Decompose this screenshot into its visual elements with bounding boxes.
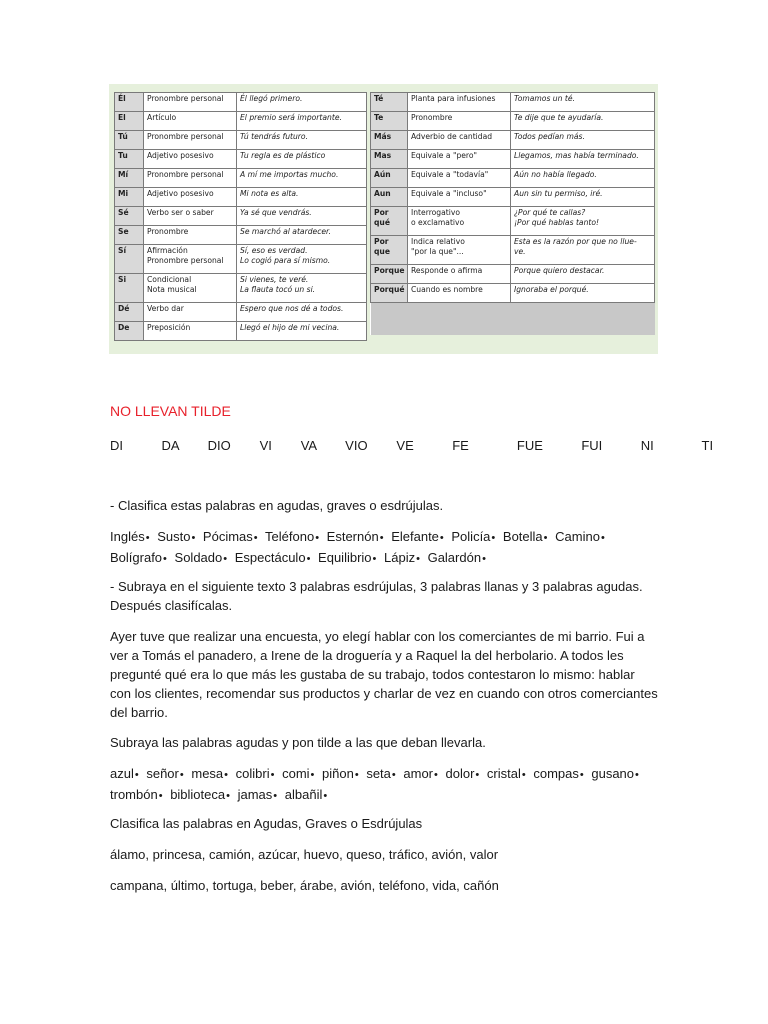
- empty-table-area: [371, 303, 655, 336]
- word-item: Policía •: [451, 529, 499, 544]
- word-item: compas •: [533, 766, 587, 781]
- word-item: trombón •: [110, 787, 167, 802]
- exercise-4-line-2: campana, último, tortuga, beber, árabe, avión, teléfono, vida, cañón: [110, 878, 499, 893]
- word-category: Artículo: [144, 112, 237, 131]
- word-item: Galardón •: [428, 550, 490, 565]
- example-sentence: Ya sé que vendrás.: [237, 207, 367, 226]
- word-item: Espectáculo •: [235, 550, 315, 565]
- word-item: dolor •: [446, 766, 484, 781]
- example-sentence: Tu regla es de plástico: [237, 150, 367, 169]
- word-category: Responde o afirma: [408, 265, 511, 284]
- table-row: [371, 112, 655, 131]
- example-sentence: Tomamos un té.: [511, 93, 655, 112]
- word-category: Afirmación Pronombre personal: [144, 245, 237, 274]
- example-sentence: Sí, eso es verdad. Lo cogió para sí mismo.: [237, 245, 367, 274]
- word-category: Pronombre personal: [144, 93, 237, 112]
- accent-word: Sí: [115, 245, 144, 274]
- example-sentence: Aún no había llegado.: [511, 169, 655, 188]
- accent-word: De: [115, 322, 144, 341]
- accent-table-left: [114, 92, 367, 341]
- word-category: Pronombre: [408, 112, 511, 131]
- accent-word: Mí: [115, 169, 144, 188]
- word-category: Pronombre personal: [144, 169, 237, 188]
- word-item: Elefante •: [391, 529, 448, 544]
- example-sentence: Mi nota es alta.: [237, 188, 367, 207]
- example-sentence: Llegamos, mas había terminado.: [511, 150, 655, 169]
- table-row: [371, 284, 655, 303]
- word-item: Susto •: [157, 529, 199, 544]
- word-category: Verbo ser o saber: [144, 207, 237, 226]
- word-item: seta •: [366, 766, 399, 781]
- accent-word: Te: [371, 112, 408, 131]
- table-row: [115, 245, 367, 274]
- table-row: [371, 265, 655, 284]
- word-item: biblioteca •: [170, 787, 234, 802]
- accent-word: Más: [371, 131, 408, 150]
- table-row: [115, 226, 367, 245]
- word-category: Adverbio de cantidad: [408, 131, 511, 150]
- accent-word: El: [115, 112, 144, 131]
- example-sentence: Tú tendrás futuro.: [237, 131, 367, 150]
- word-category: Cuando es nombre: [408, 284, 511, 303]
- accent-word: Se: [115, 226, 144, 245]
- word-item: azul •: [110, 766, 143, 781]
- word-item: Camino •: [555, 529, 609, 544]
- accent-word: Tú: [115, 131, 144, 150]
- word-category: Adjetivo posesivo: [144, 188, 237, 207]
- word-item: Esternón •: [327, 529, 388, 544]
- exercise-3-word-list: [110, 764, 650, 806]
- word-category: Indica relativo "por la que"...: [408, 236, 511, 265]
- accent-word: Mas: [371, 150, 408, 169]
- example-sentence: Se marchó al atardecer.: [237, 226, 367, 245]
- accent-word: Él: [115, 93, 144, 112]
- word-item: jamas •: [238, 787, 282, 802]
- example-sentence: Ignoraba el porqué.: [511, 284, 655, 303]
- accent-word: Si: [115, 274, 144, 303]
- word-category: Pronombre personal: [144, 131, 237, 150]
- table-row: [115, 274, 367, 303]
- table-row: [371, 236, 655, 265]
- accent-word: Mi: [115, 188, 144, 207]
- word-item: Soldado •: [175, 550, 232, 565]
- table-row: [371, 93, 655, 112]
- word-item: albañil •: [285, 787, 331, 802]
- accent-word: Tu: [115, 150, 144, 169]
- word-item: gusano •: [591, 766, 643, 781]
- word-item: Bolígrafo •: [110, 550, 171, 565]
- word-item: Pócimas •: [203, 529, 262, 544]
- example-sentence: Esta es la razón por que no llue- ve.: [511, 236, 655, 265]
- word-item: Equilibrio •: [318, 550, 380, 565]
- word-category: Equivale a "pero": [408, 150, 511, 169]
- example-sentence: A mí me importas mucho.: [237, 169, 367, 188]
- example-sentence: Porque quiero destacar.: [511, 265, 655, 284]
- table-row: [371, 131, 655, 150]
- example-sentence: Llegó el hijo de mi vecina.: [237, 322, 367, 341]
- word-category: Interrogativo o exclamativo: [408, 207, 511, 236]
- word-item: cristal •: [487, 766, 530, 781]
- word-item: piñon •: [322, 766, 363, 781]
- table-row: [115, 322, 367, 341]
- word-item: Botella •: [503, 529, 552, 544]
- empty-cell: [371, 303, 655, 336]
- table-row: [115, 207, 367, 226]
- table-row: [371, 150, 655, 169]
- table-row: [115, 303, 367, 322]
- exercise-2-instruction: - Subraya en el siguiente texto 3 palabras esdrújulas, 3 palabras llanas y 3 palabras agudas. Después clasifícalas.: [110, 579, 643, 613]
- example-sentence: Todos pedían más.: [511, 131, 655, 150]
- word-category: Equivale a "incluso": [408, 188, 511, 207]
- table-row: [115, 93, 367, 112]
- accent-table-image: [109, 84, 658, 354]
- accent-table-right: [370, 92, 655, 335]
- table-row: [115, 131, 367, 150]
- example-sentence: Si vienes, te veré. La flauta tocó un si.: [237, 274, 367, 303]
- example-sentence: Espero que nos dé a todos.: [237, 303, 367, 322]
- table-row: [115, 169, 367, 188]
- word-item: colibri •: [236, 766, 279, 781]
- accent-word: Aún: [371, 169, 408, 188]
- accent-word: Porque: [371, 265, 408, 284]
- word-category: Equivale a "todavía": [408, 169, 511, 188]
- example-sentence: Te dije que te ayudaría.: [511, 112, 655, 131]
- word-category: Verbo dar: [144, 303, 237, 322]
- example-sentence: El premio será importante.: [237, 112, 367, 131]
- accent-word: Por que: [371, 236, 408, 265]
- table-row: [115, 150, 367, 169]
- word-category: Planta para infusiones: [408, 93, 511, 112]
- exercise-3-instruction: Subraya las palabras agudas y pon tilde a las que deban llevarla.: [110, 735, 486, 750]
- exercise-4-instruction: Clasifica las palabras en Agudas, Graves o Esdrújulas: [110, 816, 423, 831]
- example-sentence: Él llegó primero.: [237, 93, 367, 112]
- word-item: señor •: [146, 766, 187, 781]
- table-row: [371, 207, 655, 236]
- table-row: [115, 188, 367, 207]
- accent-word: Aun: [371, 188, 408, 207]
- word-item: Inglés •: [110, 529, 154, 544]
- word-item: mesa •: [191, 766, 232, 781]
- table-row: [115, 112, 367, 131]
- exercise-2-text: Ayer tuve que realizar una encuesta, yo elegí hablar con los comerciantes de mi barrio. Fui a ver a Tomás el panadero, a Irene de la droguería y a Raquel la del herbolario. A todos les pregunté qué era lo que más les gustaba de su trabajo, todos contestaron lo mismo: hablar con los clientes, recomendar sus productos y charlar de vez en cuando con otros comerciantes del barrio.: [110, 629, 658, 720]
- word-category: Preposición: [144, 322, 237, 341]
- no-tilde-words: DI DA DIO VI VA VIO VE FE FUE FUI NI TI: [110, 438, 714, 453]
- example-sentence: Aun sin tu permiso, iré.: [511, 188, 655, 207]
- exercise-1-word-list: [110, 527, 650, 569]
- word-category: Adjetivo posesivo: [144, 150, 237, 169]
- word-item: Teléfono •: [265, 529, 323, 544]
- table-row: [371, 188, 655, 207]
- accent-word: Sé: [115, 207, 144, 226]
- word-item: amor •: [403, 766, 441, 781]
- accent-word: Té: [371, 93, 408, 112]
- word-item: comi •: [282, 766, 318, 781]
- exercise-4-line-1: álamo, princesa, camión, azúcar, huevo, queso, tráfico, avión, valor: [110, 847, 499, 862]
- no-tilde-title: NO LLEVAN TILDE: [110, 403, 231, 419]
- accent-word: Dé: [115, 303, 144, 322]
- accent-word: Por qué: [371, 207, 408, 236]
- table-row: [371, 169, 655, 188]
- exercise-1-instruction: - Clasifica estas palabras en agudas, graves o esdrújulas.: [110, 498, 444, 513]
- example-sentence: ¿Por qué te callas? ¡Por qué hablas tanto!: [511, 207, 655, 236]
- word-item: Lápiz •: [384, 550, 424, 565]
- word-category: Condicional Nota musical: [144, 274, 237, 303]
- accent-word: Porqué: [371, 284, 408, 303]
- word-category: Pronombre: [144, 226, 237, 245]
